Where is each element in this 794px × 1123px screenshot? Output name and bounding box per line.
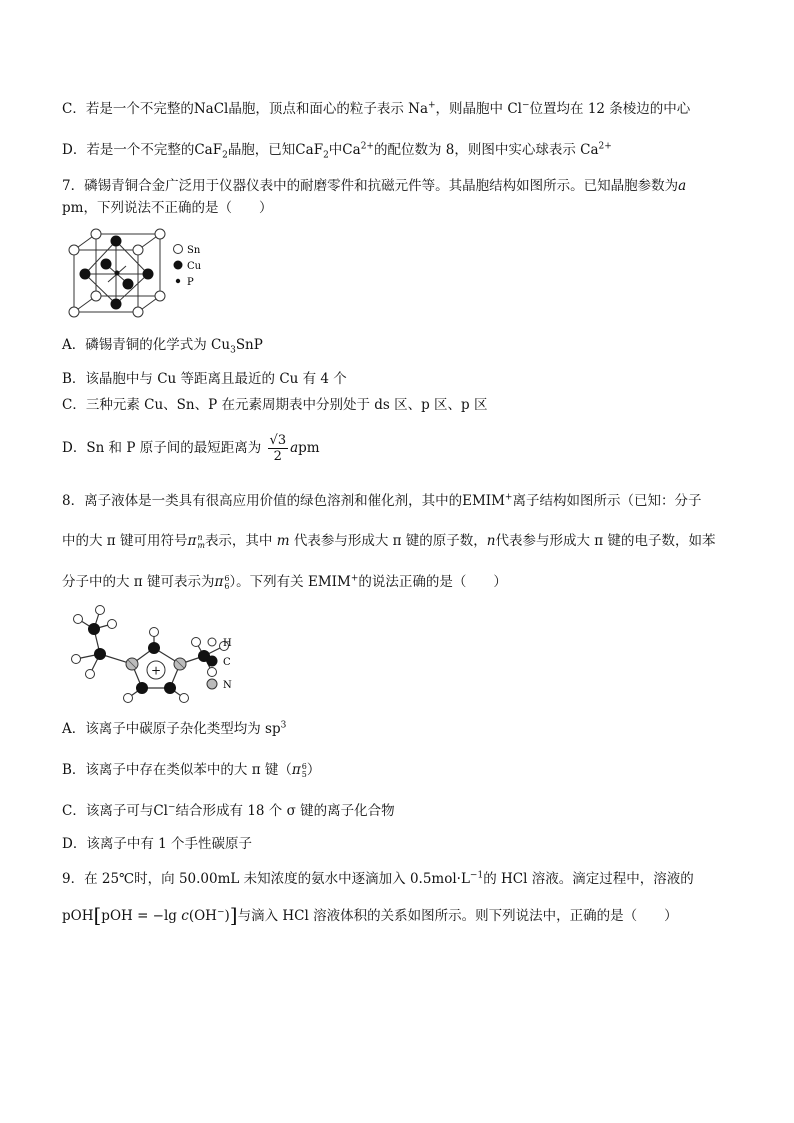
q7-stem-line2: pm，下列说法不正确的是（ ） xyxy=(62,200,273,216)
q8-option-d: D．该离子中有 1 个手性碳原子 xyxy=(62,836,252,852)
q8-option-c: C．该离子可与Cl−结合形成有 18 个 σ 键的离子化合物 xyxy=(62,802,395,819)
legend-cu: Cu xyxy=(187,261,202,272)
q7-option-a: A．磷锡青铜的化学式为 $Cu_3SnP$ xyxy=(62,337,263,356)
q6-option-d: D．若是一个不完整的CaF$_2$晶胞，已知CaF$_2$中$Ca^{2+}$的配位数为 8，则图中实心球表示 $Ca^{2+}$ xyxy=(62,141,612,161)
q8-option-a: A．该离子中碳原子杂化类型均为 $sp^3$ xyxy=(62,720,287,737)
emim-structure-figure xyxy=(62,604,252,704)
q7-option-c: C．三种元素 Cu、Sn、P 在元素周期表中分别处于 ds 区、p 区、p 区 xyxy=(62,397,488,413)
q8-stem-line3: 分子中的大 π 键可表示为π 6 6 ）。下列有关 EMIM+的说法正确的是（ ） xyxy=(62,573,507,591)
q9-stem-line2: pOH[pOH = −lg c(OH−)]与滴入 HCl 溶液体积的关系如图所示。则下列说法中，正确的是（ ） xyxy=(62,903,678,927)
q6-option-c: C．若是一个不完整的NaCl晶胞，顶点和面心的粒子表示 Na+，则晶胞中 Cl−位置均在 12 条棱边的中心 xyxy=(62,100,691,117)
q8-stem-line1: 8．离子液体是一类具有很高应用价值的绿色溶剂和催化剂，其中的EMIM+离子结构如图所示（已知：分子 xyxy=(62,492,702,509)
q7-option-d: D．Sn 和 P 原子间的最短距离为 $\frac{√3}{2}$ apm xyxy=(62,433,320,464)
legend-n: N xyxy=(223,680,232,691)
q8-stem-line2: 中的大 π 键可用符号π n m 表示，其中 m 代表参与形成大 π 键的原子数，n代表参与形成大 π 键的电子数，如苯 xyxy=(62,532,716,550)
svg-text:+: + xyxy=(151,663,162,678)
q7-stem-line1: 7．磷锡青铜合金广泛用于仪器仪表中的耐磨零件和抗磁元件等。其晶胞结构如图所示。已知晶胞参数为a xyxy=(62,178,687,194)
legend-p: P xyxy=(187,277,194,288)
q9-stem-line1: 9．在 25℃时，向 50.00mL 未知浓度的氨水中逐滴加入 $0.5mol\cdot L^{-1}$的 HCl 溶液。滴定过程中，溶液的 xyxy=(62,870,694,887)
q7-option-b: B．该晶胞中与 Cu 等距离且最近的 Cu 有 4 个 xyxy=(62,371,347,387)
q8-option-b: B．该离子中存在类似苯中的大 π 键（π 6 5 ） xyxy=(62,761,321,779)
legend-h: H xyxy=(223,638,232,649)
crystal-cell-figure xyxy=(64,228,214,318)
sqrt3-over-2: $\frac{√3}{2}$ xyxy=(269,433,287,464)
legend-c: C xyxy=(223,657,231,668)
legend-sn: Sn xyxy=(187,245,201,256)
